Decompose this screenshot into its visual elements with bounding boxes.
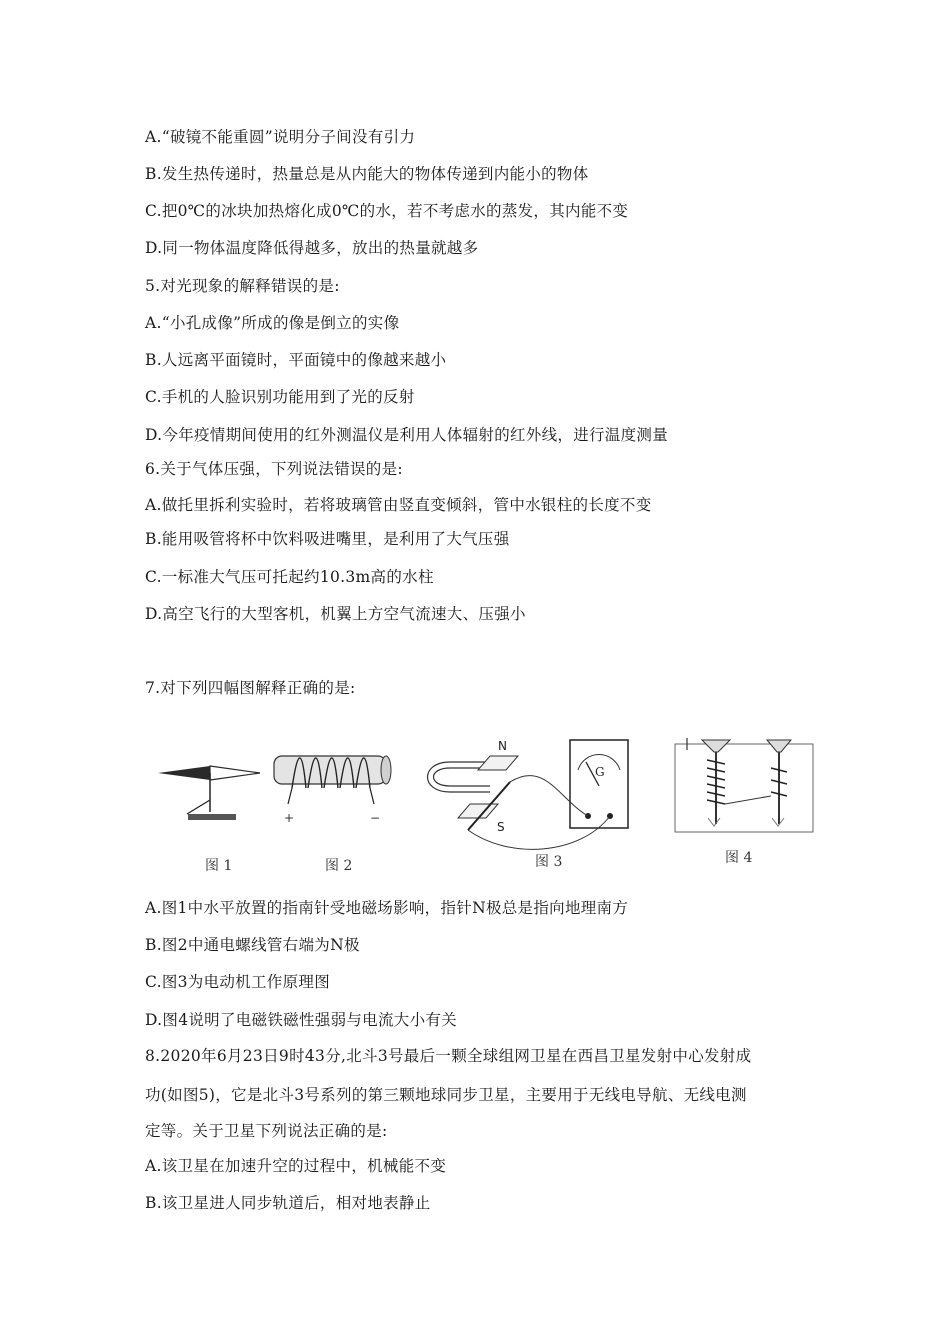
q5-option-a: A.“小孔成像”所成的像是倒立的实像 (145, 314, 400, 332)
solenoid-lead-right (370, 788, 374, 804)
q8-stem-line-2: 功(如图5)，它是北斗3号系列的第三颗地球同步卫星，主要用于无线电导航、无线电测 (145, 1086, 747, 1104)
fig2-label: 图 2 (325, 858, 353, 874)
q7-figure (150, 730, 820, 880)
compass-needle-dark-half (158, 766, 210, 780)
q8-stem-line-3: 定等。关于卫星下列说法正确的是: (145, 1122, 388, 1140)
pole-s-label: S (497, 820, 505, 834)
q5-stem: 5.对光现象的解释错误的是: (145, 277, 340, 295)
compass-stand-base (188, 814, 236, 820)
magnet-n-plate (478, 756, 518, 770)
q8-stem-line-1: 8.2020年6月23日9时43分,北斗3号最后一颗全球组网卫星在西昌卫星发射中心发射成 (145, 1047, 752, 1065)
q4-option-b: B.发生热传递时，热量总是从内能大的物体传递到内能小的物体 (145, 165, 589, 183)
compass-diagram (158, 766, 260, 820)
solenoid-core-end (381, 756, 391, 784)
q7-stem: 7.对下列四幅图解释正确的是: (145, 679, 356, 697)
q7-option-a: A.图1中水平放置的指南针受地磁场影响，指针N极总是指向地理南方 (145, 899, 629, 917)
fig4-label: 图 4 (725, 850, 753, 866)
electromagnet-diagram (675, 738, 813, 832)
q7-figure-svg (150, 730, 820, 880)
galvanometer-body (570, 740, 628, 828)
galvanometer-label: G (595, 765, 605, 779)
q6-option-a: A.做托里拆利实验时，若将玻璃管由竖直变倾斜，管中水银柱的长度不变 (145, 496, 652, 514)
q4-option-d: D.同一物体温度降低得越多，放出的热量就越多 (145, 239, 479, 257)
q5-option-c: C.手机的人脸识别功能用到了光的反射 (145, 388, 415, 406)
q5-option-b: B.人远离平面镜时，平面镜中的像越来越小 (145, 351, 447, 369)
solenoid-minus-label: − (370, 811, 381, 825)
q7-option-d: D.图4说明了电磁铁磁性强弱与电流大小有关 (145, 1011, 457, 1029)
magnet-s-plate (458, 804, 498, 818)
coil-link-wire (725, 796, 771, 804)
q8-option-b: B.该卫星进人同步轨道后，相对地表静止 (145, 1194, 431, 1212)
pole-n-label: N (498, 739, 507, 753)
q6-option-b: B.能用吸管将杯中饮料吸进嘴里，是利用了大气压强 (145, 530, 510, 548)
induction-diagram (428, 739, 629, 849)
q4-option-c: C.把0℃的冰块加热熔化成0℃的水，若不考虑水的蒸发，其内能不变 (145, 202, 629, 220)
u-magnet-inner (434, 768, 506, 786)
fig3-label: 图 3 (535, 854, 563, 870)
q8-option-a: A.该卫星在加速升空的过程中，机械能不变 (145, 1157, 447, 1175)
compass-stand-leg (187, 800, 210, 814)
pins-attracted (708, 818, 784, 826)
solenoid-plus-label: + (284, 811, 295, 825)
fig1-label: 图 1 (205, 858, 233, 874)
q6-option-d: D.高空飞行的大型客机，机翼上方空气流速大、压强小 (145, 605, 526, 623)
q7-option-b: B.图2中通电螺线管右端为N极 (145, 936, 360, 954)
q6-option-c: C.一标准大气压可托起约10.3m高的水柱 (145, 568, 434, 586)
q5-option-d: D.今年疫情期间使用的红外测温仪是利用人体辐射的红外线，进行温度测量 (145, 426, 669, 444)
q7-option-c: C.图3为电动机工作原理图 (145, 973, 330, 991)
solenoid-diagram (274, 756, 391, 825)
nail-1-head (702, 740, 730, 752)
compass-needle-light-half (210, 766, 260, 780)
q4-option-a: A.“破镜不能重圆”说明分子间没有引力 (145, 128, 416, 146)
nail-2-head (767, 740, 791, 752)
solenoid-lead-left (288, 788, 292, 804)
circuit-frame (675, 744, 813, 832)
q6-stem: 6.关于气体压强，下列说法错误的是: (145, 460, 403, 478)
